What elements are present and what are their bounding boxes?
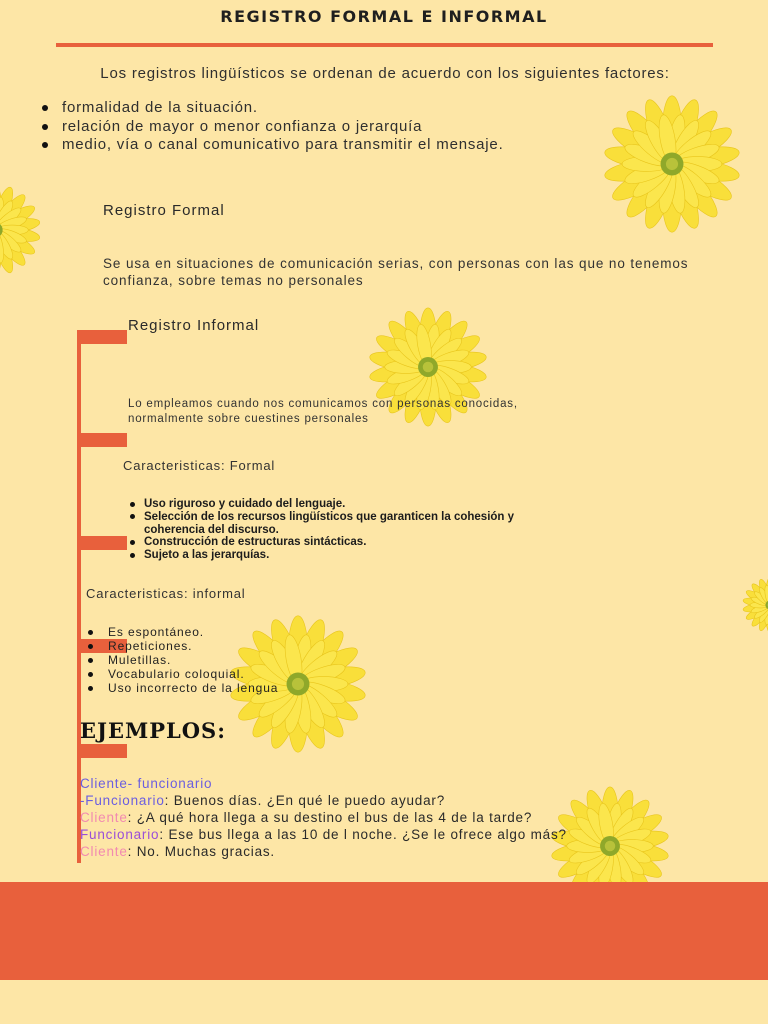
list-item: Repeticiones.: [86, 639, 278, 653]
speaker-separator: :: [127, 810, 137, 825]
list-item: relación de mayor o menor confianza o jerarquía: [40, 118, 504, 137]
speaker-separator: :: [127, 844, 137, 859]
intro-text: Los registros lingüísticos se ordenan de acuerdo con los siguientes factores:: [100, 65, 670, 82]
bottom-margin: [0, 980, 768, 1024]
list-item: Vocabulario coloquial.: [86, 667, 278, 681]
informal-characteristics-heading: Caracteristicas: informal: [86, 586, 246, 601]
dialog-line: [80, 843, 720, 860]
examples-heading: EJEMPLOS:: [80, 718, 226, 743]
timeline-tab: [77, 536, 127, 550]
formal-characteristics-list: [128, 498, 528, 562]
informal-characteristics-list: [86, 625, 278, 695]
list-item: formalidad de la situación.: [40, 99, 504, 118]
page-title: REGISTRO FORMAL E INFORMAL: [220, 7, 548, 26]
speaker-label: -Funcionario: [80, 793, 165, 808]
list-item: Sujeto a las jerarquías.: [128, 549, 528, 562]
formal-characteristics-heading: Caracteristicas: Formal: [123, 458, 276, 473]
title-underline: [56, 43, 713, 47]
informal-heading: Registro Informal: [128, 317, 260, 334]
footer-band: [0, 882, 768, 980]
daisy-flower-top-right: [540, 88, 768, 238]
formal-description: Se usa en situaciones de comunicación serias, con personas con las que no tenemos confianza, sobre temas no personales: [103, 256, 689, 288]
list-item: Es espontáneo.: [86, 625, 278, 639]
dialog-text: No. Muchas gracias.: [136, 844, 275, 859]
speaker-separator: :: [164, 793, 174, 808]
dialog-text: Buenos días. ¿En qué le puedo ayudar?: [173, 793, 446, 808]
dialog-subtitle: Cliente- funcionario: [80, 776, 213, 791]
factors-list: [40, 99, 504, 155]
list-item: Uso riguroso y cuidado del lenguaje.: [128, 498, 528, 511]
timeline-tab: [77, 744, 127, 758]
list-item: medio, vía o canal comunicativo para transmitir el mensaje.: [40, 136, 504, 155]
example-dialog: [80, 775, 720, 860]
timeline-tab: [77, 330, 127, 344]
list-item: Muletillas.: [86, 653, 278, 667]
list-item: Uso incorrecto de la lengua: [86, 681, 278, 695]
informal-description: Lo empleamos cuando nos comunicamos con personas conocidas, normalmente sobre cuestines personales: [128, 398, 518, 425]
dialog-line: [80, 809, 720, 826]
daisy-flower-left-edge: [0, 180, 40, 280]
formal-heading: Registro Formal: [103, 202, 225, 219]
dialog-line: [80, 792, 720, 809]
dialog-line: [80, 826, 700, 843]
speaker-separator: :: [159, 827, 169, 842]
daisy-flower-right-edge: [712, 560, 768, 650]
list-item: Construcción de estructuras sintácticas.: [128, 536, 528, 549]
dialog-text: ¿A qué hora llega a su destino el bus de las 4 de la tarde?: [136, 810, 533, 825]
dialog-text: Ese bus llega a las 10 de l noche. ¿Se le ofrece algo más?: [168, 827, 567, 842]
speaker-label: Cliente: [80, 844, 128, 859]
list-item: Selección de los recursos lingüísticos que garanticen la cohesión y coherencia del discurso.: [128, 511, 528, 537]
speaker-label: Cliente: [80, 810, 128, 825]
timeline-tab: [77, 433, 127, 447]
speaker-label: Funcionario: [80, 827, 160, 842]
